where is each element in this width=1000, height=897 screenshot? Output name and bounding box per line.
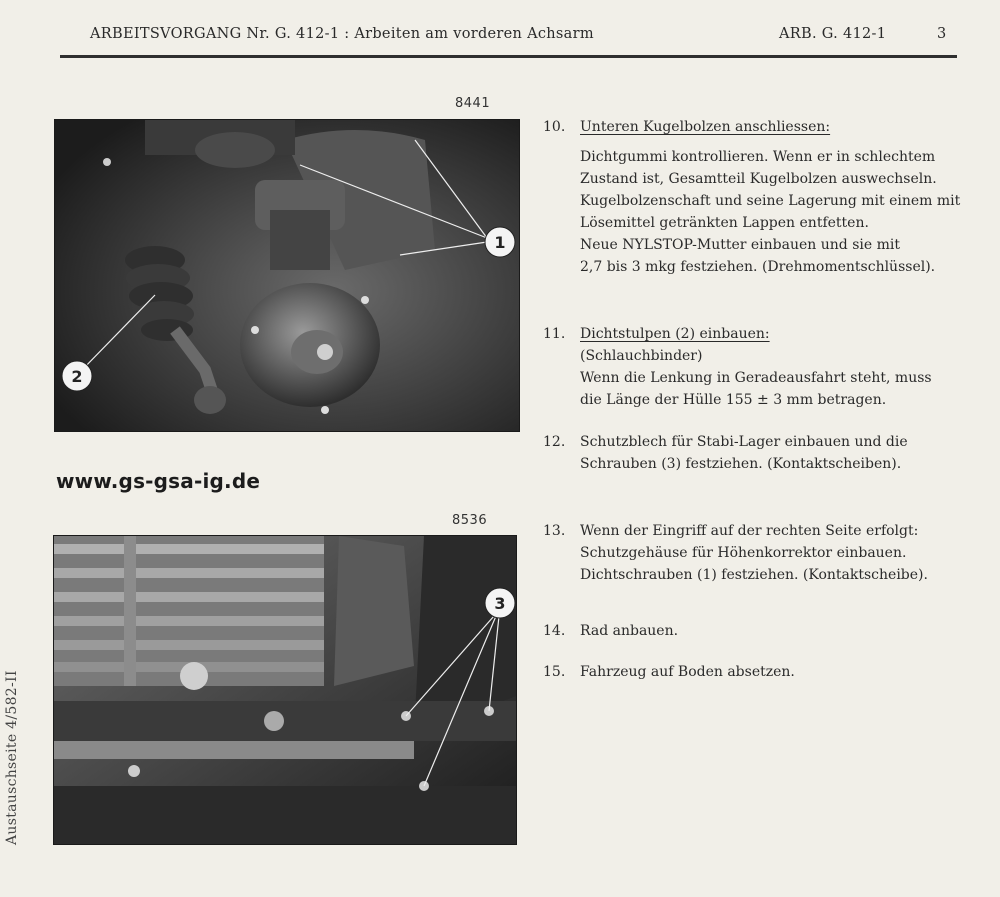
step-line: Dichtgummi kontrollieren. Wenn er in schlechtem xyxy=(580,149,936,165)
step-line: die Länge der Hülle 155 ± 3 mm betragen. xyxy=(580,392,887,408)
step-title: Unteren Kugelbolzen anschliessen: xyxy=(580,119,831,135)
step-line: (Schlauchbinder) xyxy=(580,348,703,364)
step-number: 11. xyxy=(543,326,566,342)
figure-2-photo xyxy=(53,535,517,845)
step-line: Zustand ist, Gesamtteil Kugelbolzen auswechseln. xyxy=(580,171,937,187)
step-line: Rad anbauen. xyxy=(580,623,679,639)
callout-3-label: 3 xyxy=(494,594,506,613)
header-title: ARBEITSVORGANG Nr. G. 412-1 : Arbeiten am vorderen Achsarm xyxy=(90,26,594,42)
step-number: 12. xyxy=(543,434,566,450)
watermark-url: www.gs-gsa-ig.de xyxy=(56,469,261,493)
side-note: Austauschseite 4/582-II xyxy=(4,670,20,845)
step-line: 2,7 bis 3 mkg festziehen. (Drehmomentschlüssel). xyxy=(580,259,936,275)
step-line: Wenn der Eingriff auf der rechten Seite erfolgt: xyxy=(580,523,919,539)
step-number: 14. xyxy=(543,623,566,639)
step-number: 10. xyxy=(543,119,566,135)
step-title: Dichtstulpen (2) einbauen: xyxy=(580,326,770,342)
step-line: Neue NYLSTOP-Mutter einbauen und sie mit xyxy=(580,237,900,253)
callout-1-label: 1 xyxy=(494,233,506,252)
header-reference: ARB. G. 412-1 xyxy=(779,26,887,42)
step-line: Schrauben (3) festziehen. (Kontaktscheiben). xyxy=(580,456,902,472)
header-rule xyxy=(60,55,957,58)
page-number: 3 xyxy=(937,26,947,42)
step-line: Lösemittel getränkten Lappen entfetten. xyxy=(580,215,869,231)
callout-2-label: 2 xyxy=(71,367,83,386)
figure-2-number: 8536 xyxy=(452,513,488,528)
step-line: Schutzgehäuse für Höhenkorrektor einbauen. xyxy=(580,545,907,561)
step-line: Wenn die Lenkung in Geradeausfahrt steht, muss xyxy=(580,370,932,386)
step-number: 13. xyxy=(543,523,566,539)
figure-1-photo xyxy=(54,119,520,432)
step-line: Dichtschrauben (1) festziehen. (Kontaktscheibe). xyxy=(580,567,928,583)
step-number: 15. xyxy=(543,664,566,680)
step-line: Kugelbolzenschaft und seine Lagerung mit einem mit xyxy=(580,193,961,209)
figure-1-number: 8441 xyxy=(455,96,491,111)
step-line: Schutzblech für Stabi-Lager einbauen und die xyxy=(580,434,908,450)
step-line: Fahrzeug auf Boden absetzen. xyxy=(580,664,795,680)
